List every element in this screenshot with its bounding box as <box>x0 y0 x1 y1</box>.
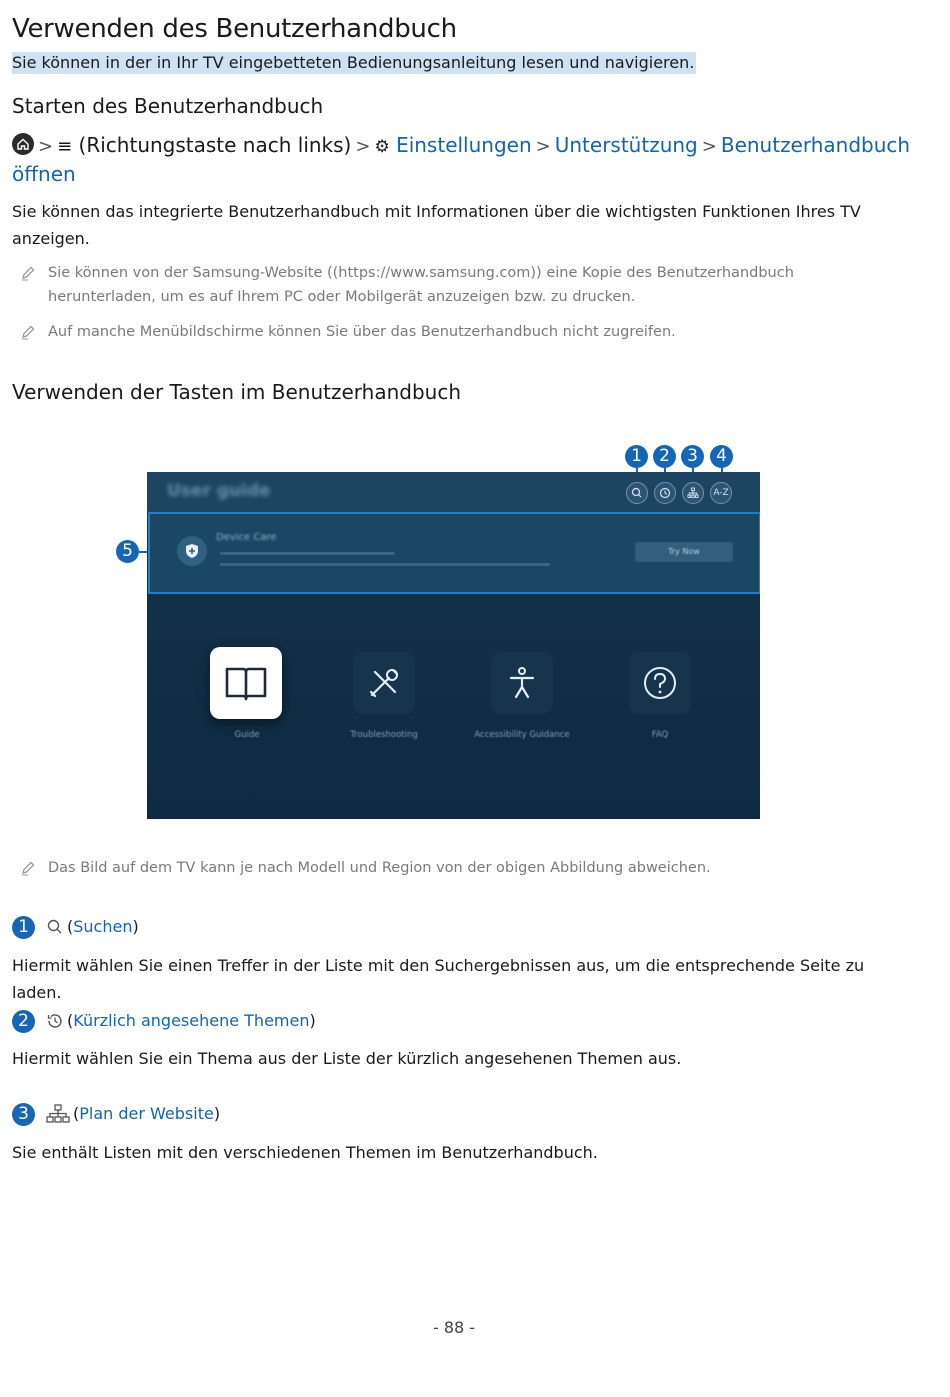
note-text: Auf manche Menübildschirme können Sie über das Benutzerhandbuch nicht zugreifen. <box>48 324 676 340</box>
question-icon <box>629 652 691 714</box>
path-support-link[interactable]: Unterstützung <box>554 133 698 157</box>
item-badge: 1 <box>12 916 35 939</box>
paren-open: ( <box>67 1011 74 1030</box>
history-icon <box>45 1011 65 1031</box>
history-icon <box>655 483 675 503</box>
tile-label-accessibility: Accessibility Guidance <box>474 730 570 740</box>
pencil-icon <box>20 860 36 876</box>
note-access <box>20 320 890 344</box>
callout-badge-3: 3 <box>681 445 704 468</box>
screenshot-history-button <box>654 482 676 504</box>
pencil-icon <box>20 265 36 281</box>
device-care-text-line <box>220 563 550 566</box>
callout-badge-1: 1 <box>625 445 648 468</box>
sitemap-icon <box>683 483 703 503</box>
tile-label-guide: Guide <box>234 730 260 740</box>
guide-tile <box>210 647 282 719</box>
device-care-text-line <box>220 552 395 555</box>
tile-label-faq: FAQ <box>651 730 669 740</box>
try-now-button: Try Now <box>635 542 733 562</box>
path-menu-text: (Richtungstaste nach links) <box>78 133 352 157</box>
page-subtitle: Sie können in der in Ihr TV eingebetteten Bedienungsanleitung lesen und navigieren. <box>12 53 695 72</box>
item-label-link[interactable]: Suchen <box>73 917 133 936</box>
chevron-right-icon: > <box>355 136 371 157</box>
item-desc-search: Hiermit wählen Sie einen Treffer in der Liste mit den Suchergebnissen aus, um die entsprechende Seite zu laden. <box>12 956 865 1002</box>
callout-badge-4: 4 <box>710 445 733 468</box>
section-heading-buttons: Verwenden der Tasten im Benutzerhandbuch <box>12 380 462 404</box>
item-heading-sitemap <box>12 1102 220 1126</box>
tools-icon <box>353 652 415 714</box>
tile-label-troubleshooting: Troubleshooting <box>350 730 418 740</box>
paren-close: ) <box>309 1011 316 1030</box>
section1-body: Sie können das integrierte Benutzerhandbuch mit Informationen über die wichtigsten Funktionen Ihres TV anzeigen. <box>12 202 861 248</box>
home-icon <box>12 133 34 155</box>
az-label: A-Z <box>713 488 729 498</box>
note-text: Sie können von der Samsung-Website ((https://www.samsung.com)) eine Kopie des Benutzerhandbuch herunterladen, um es auf Ihrem PC oder Mobilgerät anzuzeigen bzw. zu drucken. <box>48 265 794 305</box>
path-open-link[interactable]: öffnen <box>12 162 76 186</box>
section-heading-start: Starten des Benutzerhandbuch <box>12 94 324 118</box>
path-settings-link[interactable]: Einstellungen <box>396 133 532 157</box>
note-download <box>20 261 890 309</box>
paren-close: ) <box>213 1104 221 1123</box>
device-care-title: Device Care <box>216 532 277 543</box>
device-care-banner <box>148 512 760 594</box>
pencil-icon <box>20 324 36 340</box>
search-icon <box>45 917 65 937</box>
item-desc-history: Hiermit wählen Sie ein Thema aus der Liste der kürzlich angesehenen Themen aus. <box>12 1049 682 1068</box>
note-image-disclaimer <box>20 856 890 880</box>
chevron-right-icon: > <box>701 136 717 157</box>
paren-close: ) <box>132 917 139 936</box>
troubleshooting-tile <box>353 652 415 714</box>
item-badge: 3 <box>12 1103 35 1126</box>
note-text: Das Bild auf dem TV kann je nach Modell und Region von der obigen Abbildung abweichen. <box>48 860 711 876</box>
screenshot-az-button <box>710 482 732 504</box>
accessibility-tile <box>491 652 553 714</box>
device-care-shield-icon <box>177 536 207 566</box>
chevron-right-icon: > <box>535 136 551 157</box>
paren-open: ( <box>73 1104 80 1123</box>
chevron-right-icon: > <box>38 136 54 157</box>
page-title: Verwenden des Benutzerhandbuch <box>12 14 457 44</box>
item-heading-history <box>12 1009 316 1033</box>
item-badge: 2 <box>12 1010 35 1033</box>
faq-tile <box>629 652 691 714</box>
screenshot-title: User guide <box>167 481 271 501</box>
item-label-link[interactable]: Plan der Website <box>79 1104 214 1123</box>
accessibility-icon <box>491 652 553 714</box>
item-label-link[interactable]: Kürzlich angesehene Themen <box>73 1011 310 1030</box>
gear-icon: ⚙ <box>374 137 390 157</box>
page-number: - 88 - <box>432 1318 476 1337</box>
search-icon <box>627 483 647 503</box>
path-manual-link[interactable]: Benutzerhandbuch <box>720 133 911 157</box>
user-guide-screenshot <box>147 472 760 819</box>
paren-open: ( <box>67 917 74 936</box>
sitemap-icon <box>45 1103 71 1125</box>
menu-path <box>12 132 912 188</box>
screenshot-sitemap-button <box>682 482 704 504</box>
callout-badge-2: 2 <box>653 445 676 468</box>
screenshot-search-button <box>626 482 648 504</box>
book-icon <box>210 647 282 719</box>
callout-badge-5: 5 <box>116 540 139 563</box>
item-desc-sitemap: Sie enthält Listen mit den verschiedenen Themen im Benutzerhandbuch. <box>12 1143 598 1162</box>
menu-icon: ≡ <box>57 136 73 157</box>
item-heading-search <box>12 915 139 939</box>
